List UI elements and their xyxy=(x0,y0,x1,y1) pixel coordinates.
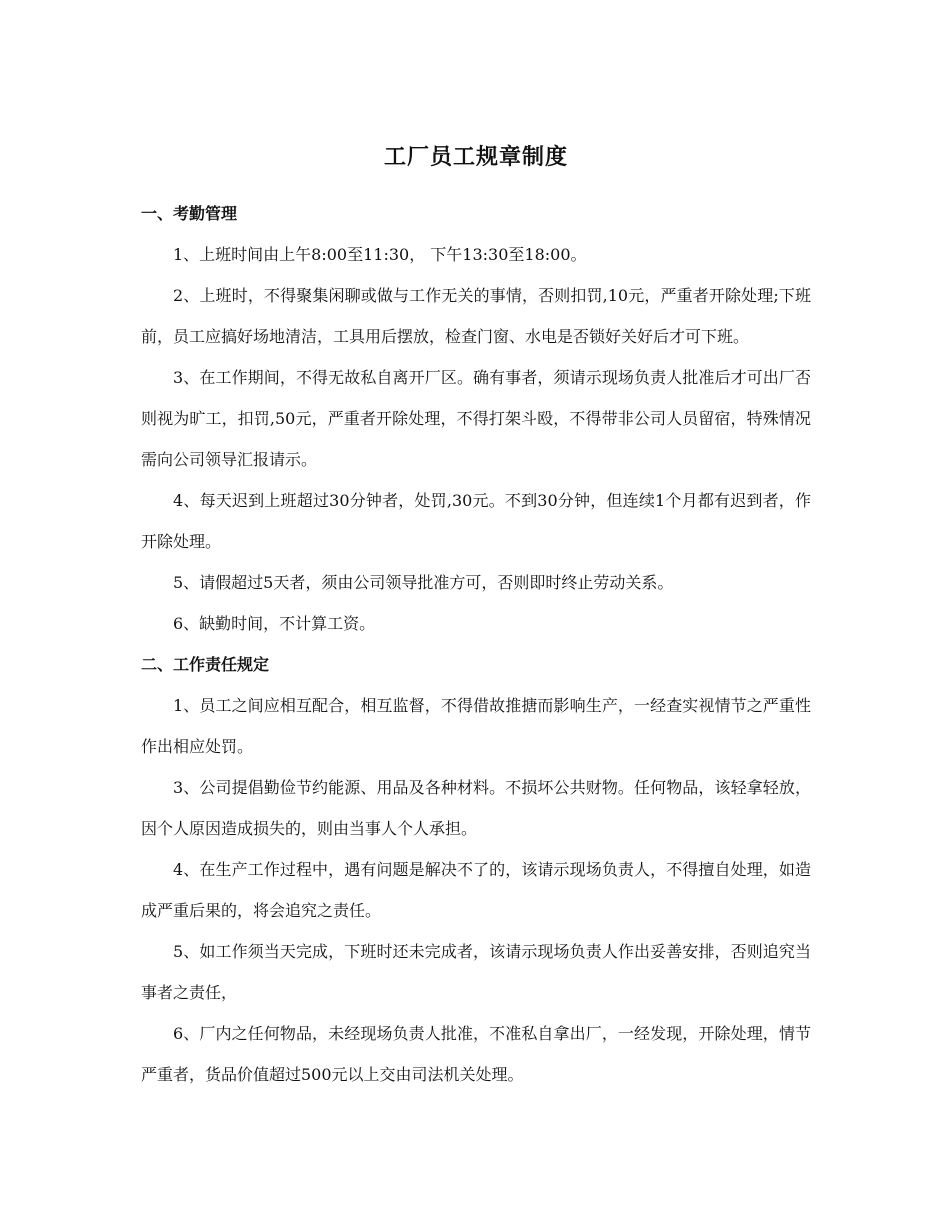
section-attendance xyxy=(141,193,811,644)
paragraph: 4、每天迟到上班超过30分钟者，处罚,30元。不到30分钟，但连续1个月都有迟到者，作开除处理。 xyxy=(141,491,811,551)
paragraph: 1、员工之间应相互配合，相互监督，不得借故推搪而影响生产，一经查实视情节之严重性作出相应处罚。 xyxy=(141,696,811,756)
paragraph: 4、在生产工作过程中，遇有问题是解决不了的，该请示现场负责人，不得擅自处理，如造成严重后果的，将会追究之责任。 xyxy=(141,860,811,920)
paragraph: 2、上班时，不得聚集闲聊或做与工作无关的事情，否则扣罚,10元，严重者开除处理;下班前，员工应搞好场地清洁，工具用后摆放，检查门窗、水电是否锁好关好后才可下班。 xyxy=(141,286,811,346)
section-heading: 一、考勤管理 xyxy=(141,204,238,223)
document-title: 工厂员工规章制度 xyxy=(383,145,568,170)
paragraph: 1、上班时间由上午8:00至11:30， 下午13:30至18:00。 xyxy=(173,245,587,264)
document-page xyxy=(141,140,811,1095)
paragraph: 5、如工作须当天完成，下班时还未完成者，该请示现场负责人作出妥善安排，否则追究当事者之责任， xyxy=(141,942,811,1002)
section-heading: 二、工作责任规定 xyxy=(141,655,270,674)
paragraph: 6、厂内之任何物品，未经现场负责人批准，不准私自拿出厂，一经发现，开除处理，情节严重者，货品价值超过500元以上交由司法机关处理。 xyxy=(141,1024,811,1084)
paragraph: 5、请假超过5天者，须由公司领导批准方可，否则即时终止劳动关系。 xyxy=(173,573,674,592)
paragraph: 3、在工作期间，不得无故私自离开厂区。确有事者，须请示现场负责人批准后才可出厂否则视为旷工，扣罚,50元，严重者开除处理，不得打架斗殴，不得带非公司人员留宿，特殊情况需向公司领导汇报请示。 xyxy=(141,368,811,469)
paragraph: 6、缺勤时间，不计算工资。 xyxy=(173,614,376,633)
paragraph: 3、公司提倡勤俭节约能源、用品及各种材料。不损坏公共财物。任何物品，该轻拿轻放，因个人原因造成损失的，则由当事人个人承担。 xyxy=(141,778,811,838)
section-work-responsibility xyxy=(141,644,811,1095)
